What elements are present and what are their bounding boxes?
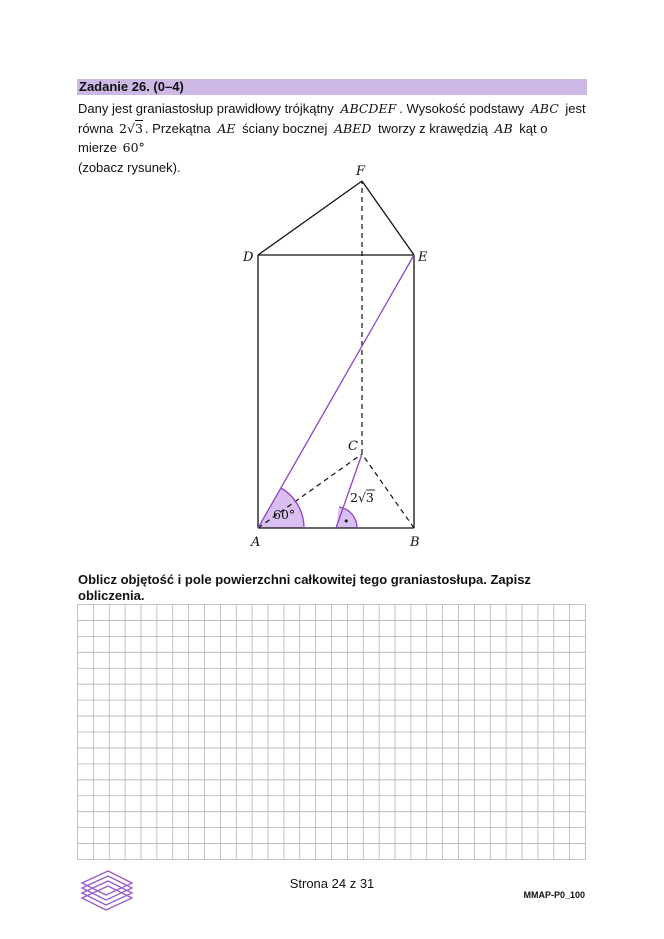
label-E: E: [418, 250, 428, 265]
text: . Przekątna: [144, 120, 211, 136]
math-edge: AB: [494, 120, 513, 136]
math-prism: ABCDEF: [340, 101, 397, 116]
math-diagonal: AE: [217, 120, 236, 136]
text: kąt o mierze: [78, 120, 548, 155]
text: jest: [565, 101, 586, 116]
instruction: Oblicz objętość i pole powierzchni całkowitej tego graniastosłupa. Zapisz obliczenia.: [78, 572, 531, 603]
text: . Wysokość podstawy: [399, 101, 525, 116]
edge-EF: [362, 181, 414, 255]
label-B: B: [410, 535, 420, 550]
math-face: ABED: [334, 120, 372, 136]
text: Dany jest graniastosłup prawidłowy trójkątny: [78, 101, 334, 116]
answer-grid[interactable]: [77, 604, 586, 860]
math-angle: 60°: [122, 140, 145, 155]
right-angle-dot: •: [343, 515, 350, 528]
label-F: F: [356, 164, 366, 179]
height-label: 2√3: [350, 490, 374, 505]
label-A: A: [251, 535, 261, 550]
page-number: Strona 24 z 31: [289, 876, 375, 891]
math-height: 2√3: [119, 120, 143, 136]
problem-line-3: (zobacz rysunek).: [78, 159, 181, 175]
text: równa: [78, 120, 114, 136]
diagonal-AE: [258, 255, 414, 528]
label-D: D: [243, 250, 254, 265]
text: ściany bocznej: [242, 120, 328, 136]
math-base: ABC: [530, 101, 559, 116]
task-header: Zadanie 26. (0–4): [77, 79, 587, 95]
text: tworzy z krawędzią: [378, 120, 488, 136]
edge-DF: [258, 181, 362, 255]
document-code: MMAP-P0_100: [523, 890, 585, 900]
label-C: C: [348, 439, 358, 454]
angle-label: 60°: [273, 507, 296, 522]
